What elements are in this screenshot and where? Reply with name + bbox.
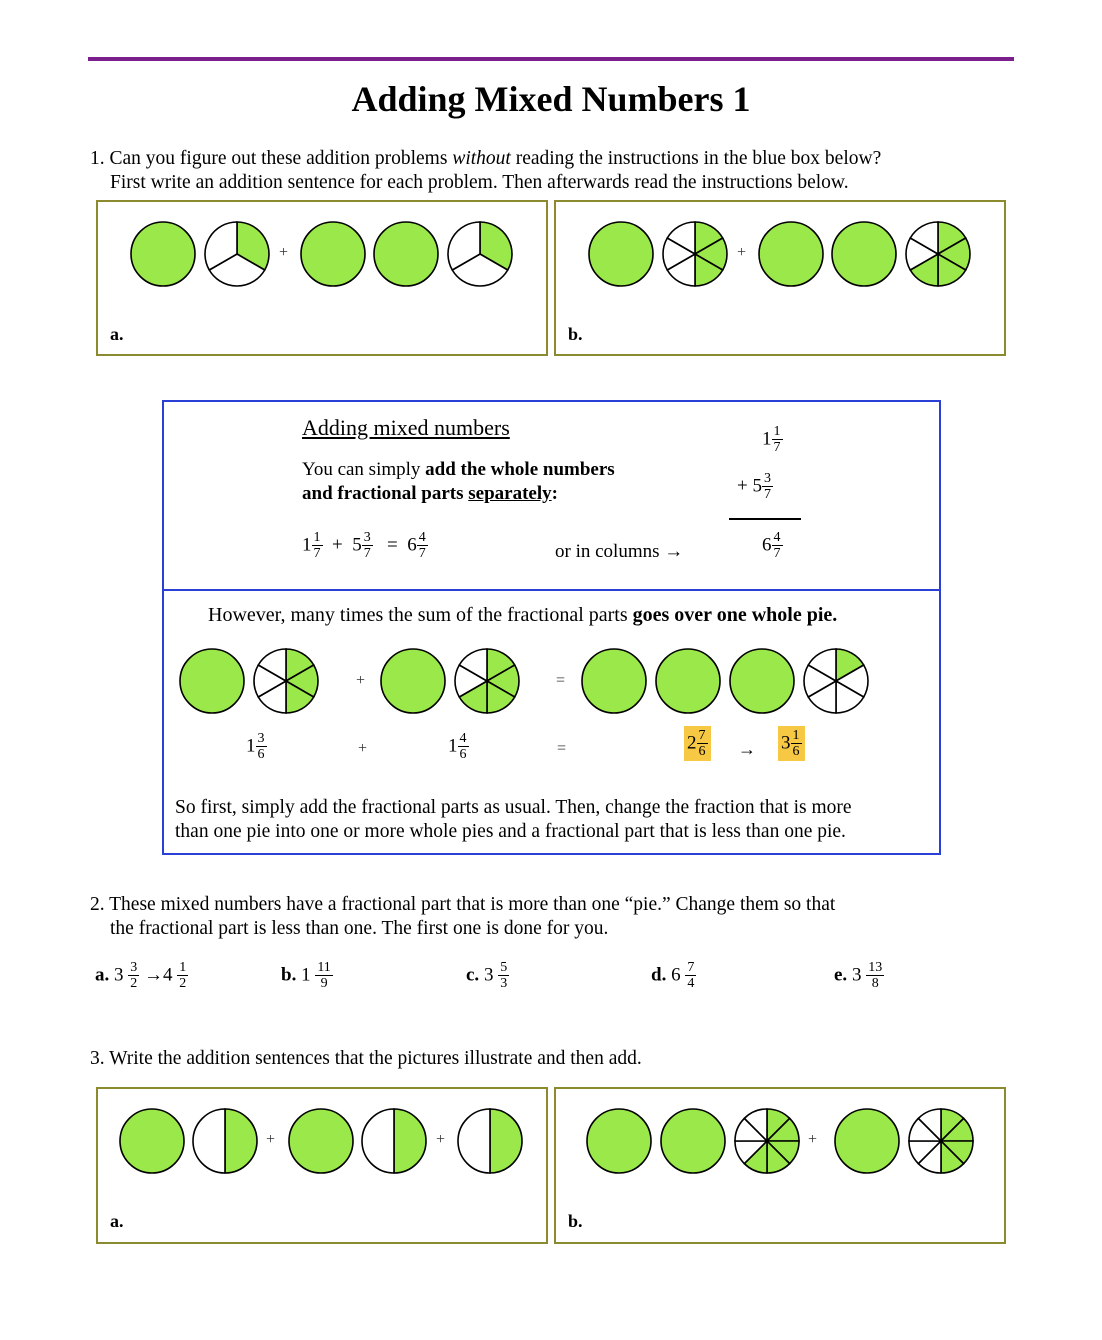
column-top: 1 $\frac{1}{7}$ <box>762 424 781 455</box>
q3-a-plus-1: + <box>266 1131 276 1148</box>
sum-addend-b: 1 $\frac{4}{6}$ <box>448 731 467 762</box>
info-heading: Adding mixed numbers <box>302 415 510 440</box>
q3-box-b[interactable] <box>554 1087 1006 1244</box>
sum-addend-a: 1 $\frac{3}{6}$ <box>246 731 265 762</box>
q3-a-label: a. <box>110 1211 124 1231</box>
q3-a-plus-2: + <box>436 1131 446 1148</box>
q1b-pie-whole-3 <box>832 222 896 286</box>
column-result: 6 $\frac{4}{7}$ <box>762 530 781 561</box>
q1a-pie-whole-3 <box>374 222 438 286</box>
q1a-pie-whole-1 <box>131 222 195 286</box>
q2-item-e[interactable]: e. 3 $\frac{13}{8}$ <box>834 960 883 991</box>
q1a-pie-third-1 <box>205 222 269 286</box>
info-text: You can simply add the whole numbers and fractional parts separately: <box>302 459 615 504</box>
info-pie-plus: + <box>356 672 366 689</box>
column-sum-line <box>729 518 801 520</box>
info-equation: 1 $\frac{1}{7}$ + 5 $\frac{3}{7}$ = 6 $\frac{4}{7}$ <box>302 530 426 561</box>
sum-arrow: → <box>738 739 756 759</box>
q2-instructions: 2. These mixed numbers have a fractional part that is more than one “pie.” Change them so that the fractional part is less than one. The first one is done for you. <box>90 894 836 939</box>
q2-item-a: a. 3 $\frac{3}{2}$ →4 $\frac{1}{2}$ <box>95 960 187 991</box>
q1b-pie-sixths-1 <box>663 222 727 286</box>
q1-a-plus: + <box>279 244 289 261</box>
q1-instructions: 1. Can you figure out these addition problems without reading the instructions in the blue box below? First write an addition sentence for each problem. Then afterwards read the instructions below. <box>90 148 882 193</box>
page-title: Adding Mixed Numbers 1 <box>351 79 751 119</box>
q2-item-c[interactable]: c. 3 $\frac{5}{3}$ <box>466 960 508 991</box>
q1-b-label: b. <box>568 324 583 344</box>
info-pie-equals: = <box>556 672 566 689</box>
sum-equals: = <box>557 740 567 757</box>
however-text: However, many times the sum of the fractional parts goes over one whole pie. <box>208 604 838 626</box>
or-columns-text: or in columns → <box>555 541 684 562</box>
q1-a-label: a. <box>110 324 124 344</box>
q2-item-b[interactable]: b. 1 $\frac{11}{9}$ <box>281 960 331 991</box>
q1b-pie-whole-2 <box>759 222 823 286</box>
q1-b-plus: + <box>737 244 747 261</box>
column-middle: + 5 $\frac{3}{7}$ <box>737 471 771 502</box>
q3-b-label: b. <box>568 1211 583 1231</box>
sum-plus: + <box>358 740 368 757</box>
q3-instructions: 3. Write the addition sentences that the pictures illustrate and then add. <box>90 1048 642 1069</box>
so-first-text: So first, simply add the fractional parts as usual. Then, change the fraction that is more than one pie into one or more whole pies and a fractional part that is less than one pie. <box>175 797 852 842</box>
sum-result-improper: 2 $\frac{7}{6}$ <box>684 726 711 761</box>
sum-result-mixed: 3 $\frac{1}{6}$ <box>778 726 805 761</box>
q1b-pie-sixths-2 <box>906 222 970 286</box>
q1b-pie-whole-1 <box>589 222 653 286</box>
q1a-pie-whole-2 <box>301 222 365 286</box>
q1a-pie-third-2 <box>448 222 512 286</box>
q3-b-plus: + <box>808 1131 818 1148</box>
q2-item-d[interactable]: d. 6 $\frac{7}{4}$ <box>651 960 695 991</box>
q3-box-a[interactable] <box>96 1087 548 1244</box>
